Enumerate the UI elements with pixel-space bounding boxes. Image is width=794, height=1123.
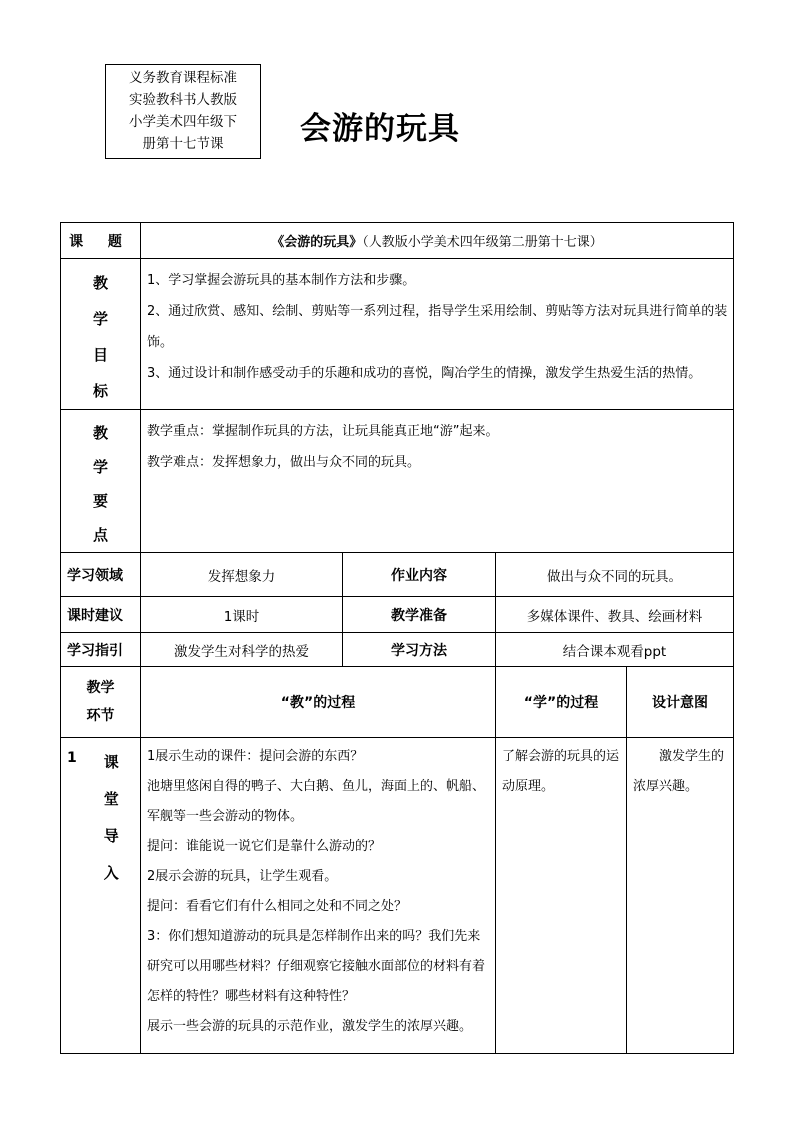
key-points-content (141, 410, 734, 553)
section-name-char: 入 (103, 864, 119, 882)
learn-process: 了解会游的玩具的运动原理。 (496, 738, 627, 1054)
objective-item: 2、通过欣赏、感知、绘制、剪贴等一系列过程，指导学生采用绘制、剪贴等方法对玩具进行简单的装饰。 (147, 304, 728, 350)
objectives-label-char: 标 (92, 382, 108, 400)
objectives-label-char: 目 (92, 346, 108, 364)
topic-value-bold: 《会游的玩具》 (271, 235, 363, 250)
topic-value (141, 223, 734, 259)
info-line: 义务教育课程标准 (129, 70, 237, 86)
info-line: 册第十七节课 (142, 136, 224, 152)
objective-item: 1、学习掌握会游玩具的基本制作方法和步骤。 (147, 273, 416, 288)
teach-line: 提问：看看它们有什么相同之处和不同之处？ (147, 899, 408, 914)
teach-line: 展示一些会游的玩具的示范作业，激发学生的浓厚兴趣。 (147, 1019, 473, 1034)
info-value: 结合课本观看ppt (496, 633, 734, 667)
info-row-guide (61, 633, 734, 667)
info-row-domain (61, 553, 734, 597)
objectives-content (141, 259, 734, 410)
info-label: 作业内容 (343, 553, 496, 597)
teach-line: 3：你们想知道游动的玩具是怎样制作出来的吗？我们先来研究可以用哪些材料？仔细观察它接触水面部位的材料有着怎样的特性？哪些材料有这种特性？ (147, 929, 486, 1004)
info-line: 小学美术四年级下 (129, 114, 237, 130)
process-header-row (61, 667, 734, 738)
key-points-label-char: 学 (92, 458, 108, 476)
info-row-hours (61, 597, 734, 633)
info-value: 激发学生对科学的热爱 (141, 633, 343, 667)
stage-header (61, 667, 141, 738)
stage-header-line: 教学 (86, 680, 115, 696)
learn-header: “学”的过程 (496, 667, 627, 738)
lesson-info-box (105, 64, 261, 159)
info-value: 做出与众不同的玩具。 (496, 553, 734, 597)
info-label: 学习方法 (343, 633, 496, 667)
key-point-item: 教学重点：掌握制作玩具的方法，让玩具能真正地“游”起来。 (147, 424, 499, 439)
info-label: 学习指引 (61, 633, 141, 667)
section-name-char: 堂 (103, 790, 119, 808)
section-name-char: 导 (103, 827, 119, 845)
objectives-label (61, 259, 141, 410)
objectives-label-char: 学 (92, 310, 108, 328)
topic-label: 课 题 (61, 223, 141, 259)
key-points-row (61, 410, 734, 553)
teach-process (141, 738, 496, 1054)
teach-line: 提问：谁能说一说它们是靠什么游动的？ (147, 839, 382, 854)
page-title: 会游的玩具 (300, 111, 460, 147)
objective-item: 3、通过设计和制作感受动手的乐趣和成功的喜悦，陶冶学生的情操，激发学生热爱生活的热情。 (147, 366, 702, 381)
intent-header: 设计意图 (627, 667, 734, 738)
lesson-plan-table (60, 222, 734, 1054)
topic-value-rest: （人教版小学美术四年级第二册第十七课） (362, 235, 603, 250)
teach-header: “教”的过程 (141, 667, 496, 738)
key-points-label (61, 410, 141, 553)
design-intent-text: 激发学生的浓厚兴趣。 (633, 749, 725, 794)
key-points-label-char: 教 (92, 424, 108, 442)
objectives-label-char: 教 (92, 274, 108, 292)
section-name-char: 课 (103, 753, 119, 771)
info-value: 多媒体课件、教具、绘画材料 (496, 597, 734, 633)
section-number: 1 (61, 738, 83, 1054)
info-label: 教学准备 (343, 597, 496, 633)
stage-header-line: 环节 (86, 708, 115, 724)
info-value: 1课时 (141, 597, 343, 633)
section-intro-row (61, 738, 734, 1054)
key-point-item: 教学难点：发挥想象力，做出与众不同的玩具。 (147, 455, 421, 470)
teach-line: 池塘里悠闲自得的鸭子、大白鹅、鱼儿，海面上的、帆船、军舰等一些会游动的物体。 (147, 779, 486, 824)
info-value: 发挥想象力 (141, 553, 343, 597)
key-points-label-char: 点 (92, 526, 108, 544)
section-name (83, 738, 141, 1054)
objectives-row (61, 259, 734, 410)
topic-row (61, 223, 734, 259)
design-intent (627, 738, 734, 1054)
info-line: 实验教科书人教版 (129, 92, 237, 108)
teach-line: 2展示会游的玩具，让学生观看。 (147, 869, 338, 884)
info-label: 课时建议 (61, 597, 141, 633)
teach-line: 1展示生动的课件：提问会游的东西？ (147, 749, 364, 764)
info-label: 学习领域 (61, 553, 141, 597)
key-points-label-char: 要 (92, 492, 108, 510)
